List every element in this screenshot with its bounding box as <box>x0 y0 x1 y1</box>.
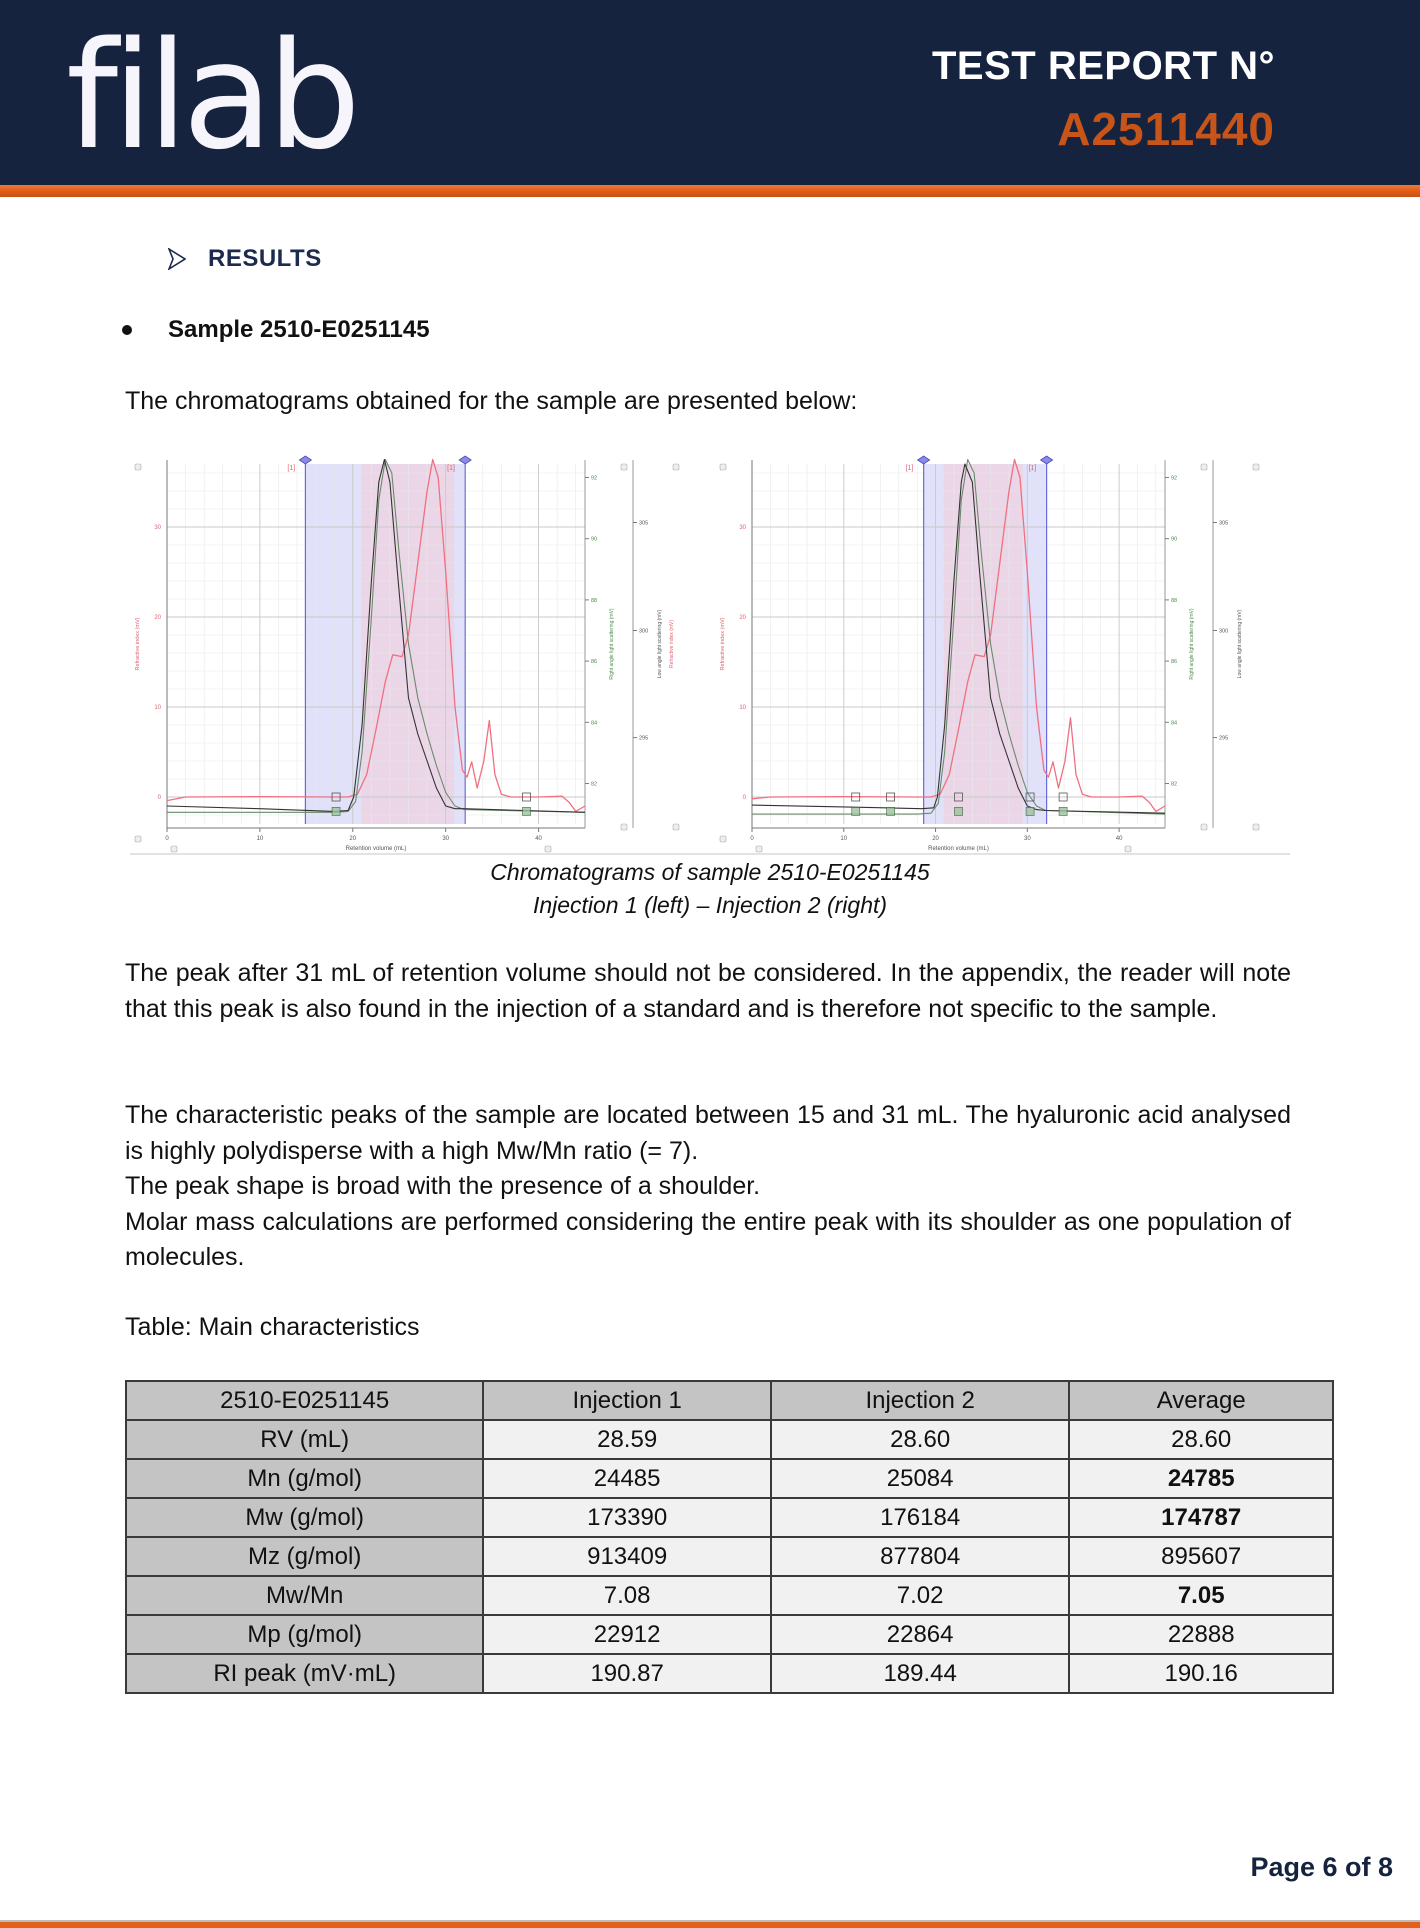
report-label: TEST REPORT N° <box>931 44 1275 88</box>
row-label: Mw (g/mol) <box>126 1498 483 1537</box>
baseline-marker <box>1059 807 1067 815</box>
table-row <box>126 1498 1333 1537</box>
y2-axis-label: Right angle light scattering (mV) <box>609 608 615 680</box>
chromatogram-injection-2 <box>710 452 1290 854</box>
figure-caption <box>0 856 1420 922</box>
y2-tick-label: 82 <box>1171 781 1178 788</box>
report-number: A2511440 <box>1057 103 1275 155</box>
y-tick-label: 0 <box>157 795 161 801</box>
limit-handle-icon <box>459 456 471 464</box>
scroll-handle-icon <box>1253 824 1259 830</box>
cell-injection-1: 22912 <box>483 1615 771 1654</box>
region-peak-region <box>944 464 1023 824</box>
report-header <box>0 0 1420 186</box>
characteristics-table <box>125 1380 1334 1694</box>
y-tick-label: 20 <box>739 615 746 621</box>
scroll-handle-icon <box>545 846 551 852</box>
scroll-handle-icon <box>1253 464 1259 470</box>
y2-tick-label: 90 <box>591 536 598 543</box>
limit-label: [1] <box>287 465 296 472</box>
caption-line-2: Injection 1 (left) – Injection 2 (right) <box>532 892 888 918</box>
scroll-handle-icon <box>135 836 141 842</box>
baseline-marker <box>955 807 963 815</box>
description-paragraph <box>125 1098 1291 1276</box>
baseline-marker <box>522 807 530 815</box>
y-axis-label: Refractive index (mV) <box>135 617 141 671</box>
scroll-handle-icon <box>171 846 177 852</box>
y3-tick-label: 295 <box>639 735 649 742</box>
scroll-handle-icon <box>756 846 762 852</box>
y-tick-label: 30 <box>739 525 746 531</box>
chromatogram-svg-2 <box>710 452 1290 854</box>
y4-axis-label: Refractive index (mV) <box>669 619 675 669</box>
row-label: RV (mL) <box>126 1420 483 1459</box>
x-tick-label: 10 <box>840 836 848 842</box>
y-axis-label: Refractive index (mV) <box>720 617 726 671</box>
limit-label: [1] <box>447 465 455 472</box>
y2-axis-label: Right angle light scattering (mV) <box>1189 608 1195 680</box>
y3-tick-label: 300 <box>1219 628 1229 635</box>
chromatogram-svg-1 <box>125 452 710 854</box>
baseline-marker <box>887 807 895 815</box>
cell-injection-1: 913409 <box>483 1537 771 1576</box>
section-title: RESULTS <box>208 245 322 272</box>
arrow-bullet-icon <box>168 248 186 270</box>
cell-injection-1: 24485 <box>483 1459 771 1498</box>
cell-average: 22888 <box>1069 1615 1333 1654</box>
cell-average: 24785 <box>1069 1459 1333 1498</box>
table-header-row <box>126 1381 1333 1420</box>
x-tick-label: 30 <box>1023 836 1031 842</box>
cell-average: 895607 <box>1069 1537 1333 1576</box>
table-row <box>126 1459 1333 1498</box>
caption-line-1: Chromatograms of sample 2510-E0251145 <box>490 859 930 885</box>
note-text: The peak after 31 mL of retention volume should not be considered. In the appendix, the reader will note that this peak is also found in the injection of a standard and is therefore not specific to the sample. <box>125 959 1291 1023</box>
sample-heading <box>122 316 430 344</box>
cell-average: 174787 <box>1069 1498 1333 1537</box>
y2-tick-label: 92 <box>1171 475 1178 482</box>
y2-tick-label: 82 <box>591 781 598 788</box>
cell-injection-1: 190.87 <box>483 1654 771 1693</box>
scroll-handle-icon <box>1201 824 1207 830</box>
scroll-handle-icon <box>720 836 726 842</box>
x-axis-label: Retention volume (mL) <box>928 846 989 852</box>
cell-injection-1: 173390 <box>483 1498 771 1537</box>
chromatogram-injection-1 <box>125 452 710 854</box>
x-tick-label: 30 <box>442 836 450 842</box>
cell-injection-2: 176184 <box>771 1498 1069 1537</box>
filab-logo: filab <box>66 10 355 182</box>
y3-axis-label: Low angle light scattering (mV) <box>1237 609 1243 679</box>
row-label: Mn (g/mol) <box>126 1459 483 1498</box>
table-caption-text: Table: Main characteristics <box>125 1313 420 1341</box>
row-label: Mz (g/mol) <box>126 1537 483 1576</box>
header-orange-stripe <box>0 185 1420 197</box>
x-tick-label: 0 <box>750 836 754 842</box>
limit-handle-icon <box>1041 456 1053 464</box>
y-tick-label: 20 <box>154 615 161 621</box>
scroll-handle-icon <box>621 824 627 830</box>
cell-injection-2: 189.44 <box>771 1654 1069 1693</box>
y-tick-label: 10 <box>154 705 161 711</box>
cell-injection-2: 7.02 <box>771 1576 1069 1615</box>
y3-axis-label: Low angle light scattering (mV) <box>657 609 663 679</box>
scroll-handle-icon <box>673 824 679 830</box>
y2-tick-label: 86 <box>591 659 598 666</box>
cell-injection-2: 22864 <box>771 1615 1069 1654</box>
cell-injection-2: 877804 <box>771 1537 1069 1576</box>
footer-orange-stripe <box>0 1922 1420 1928</box>
x-tick-label: 10 <box>256 836 264 842</box>
cell-average: 190.16 <box>1069 1654 1333 1693</box>
table-row <box>126 1420 1333 1459</box>
limit-label: [1] <box>905 465 914 472</box>
note-paragraph <box>125 956 1291 1027</box>
scroll-handle-icon <box>720 464 726 470</box>
y-tick-label: 10 <box>739 705 746 711</box>
x-tick-label: 40 <box>535 836 542 842</box>
y-tick-label: 0 <box>742 795 746 801</box>
x-tick-label: 20 <box>349 836 357 842</box>
scroll-handle-icon <box>621 464 627 470</box>
y2-tick-label: 90 <box>1171 536 1178 543</box>
y2-tick-label: 84 <box>1171 720 1178 727</box>
y2-tick-label: 86 <box>1171 659 1178 666</box>
description-line-1: The characteristic peaks of the sample are located between 15 and 31 mL. The hyaluronic acid analysed is highly polydisperse with a high Mw/Mn ratio (= 7). <box>125 1101 1291 1165</box>
baseline-marker <box>332 807 340 815</box>
y3-tick-label: 295 <box>1219 735 1229 742</box>
limit-handle-icon <box>918 456 930 464</box>
baseline-marker <box>1026 807 1034 815</box>
cell-injection-2: 28.60 <box>771 1420 1069 1459</box>
table-header-cell: Injection 1 <box>483 1381 771 1420</box>
table-caption <box>125 1310 1291 1346</box>
scroll-handle-icon <box>135 464 141 470</box>
section-results-heading <box>168 245 322 273</box>
y2-tick-label: 84 <box>591 720 598 727</box>
y-tick-label: 30 <box>154 525 161 531</box>
description-line-3: Molar mass calculations are performed considering the entire peak with its shoulder as one population of molecules. <box>125 1207 1291 1271</box>
y3-tick-label: 305 <box>639 520 649 527</box>
table-row <box>126 1537 1333 1576</box>
description-line-2: The peak shape is broad with the presence of a shoulder. <box>125 1172 761 1200</box>
cell-injection-1: 7.08 <box>483 1576 771 1615</box>
row-label: RI peak (mV·mL) <box>126 1654 483 1693</box>
row-label: Mw/Mn <box>126 1576 483 1615</box>
scroll-handle-icon <box>1201 464 1207 470</box>
x-axis-label: Retention volume (mL) <box>345 846 407 852</box>
y2-tick-label: 92 <box>591 475 598 482</box>
y3-tick-label: 305 <box>1219 520 1229 527</box>
page-number: Page 6 of 8 <box>1250 1852 1393 1882</box>
table-header-cell: Injection 2 <box>771 1381 1069 1420</box>
x-tick-label: 40 <box>1115 836 1123 842</box>
y2-tick-label: 88 <box>591 597 598 604</box>
baseline-marker <box>852 807 860 815</box>
y3-tick-label: 300 <box>639 628 649 635</box>
cell-average: 28.60 <box>1069 1420 1333 1459</box>
x-tick-label: 0 <box>165 836 169 842</box>
x-tick-label: 20 <box>932 836 939 842</box>
table-header-cell: 2510-E0251145 <box>126 1381 483 1420</box>
scroll-handle-icon <box>1125 846 1131 852</box>
cell-injection-2: 25084 <box>771 1459 1069 1498</box>
table-row <box>126 1615 1333 1654</box>
chart-divider <box>130 853 1290 855</box>
y2-tick-label: 88 <box>1171 597 1178 604</box>
intro-paragraph <box>125 384 1291 420</box>
sample-heading-text: Sample 2510-E0251145 <box>168 316 430 343</box>
region-peak-region <box>361 464 454 824</box>
scroll-handle-icon <box>673 464 679 470</box>
table-row <box>126 1654 1333 1693</box>
limit-label: [1] <box>1028 465 1037 472</box>
intro-text: The chromatograms obtained for the sample are presented below: <box>125 387 858 415</box>
cell-average: 7.05 <box>1069 1576 1333 1615</box>
cell-injection-1: 28.59 <box>483 1420 771 1459</box>
row-label: Mp (g/mol) <box>126 1615 483 1654</box>
limit-handle-icon <box>299 456 311 464</box>
table-header-cell: Average <box>1069 1381 1333 1420</box>
table-row <box>126 1576 1333 1615</box>
bullet-icon <box>122 325 132 335</box>
